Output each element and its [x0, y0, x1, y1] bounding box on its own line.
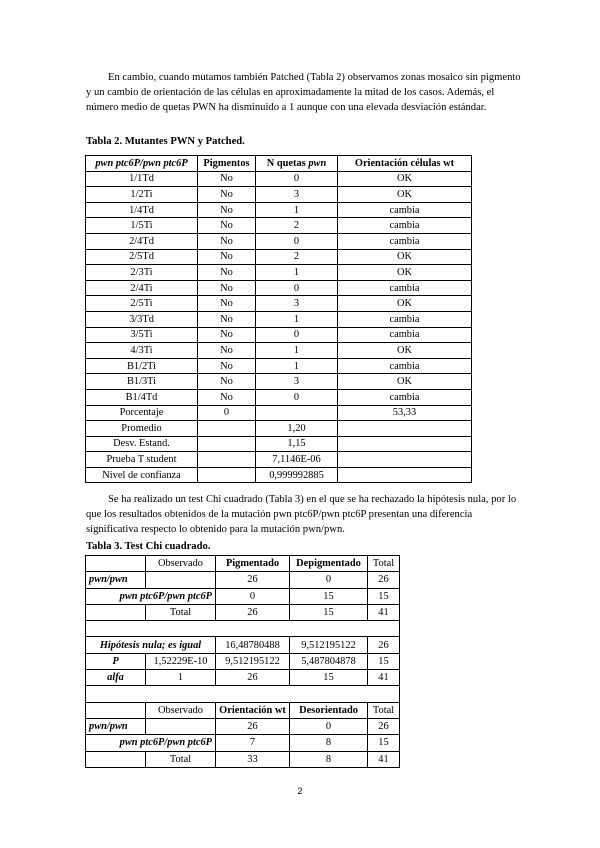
table-cell: cambia [338, 311, 472, 327]
table-cell: alfa [86, 670, 146, 686]
table-cell: Observado [146, 556, 216, 572]
table-cell: 9,512195122 [216, 653, 290, 669]
table-cell: 3/5Ti [86, 327, 198, 343]
table-cell [198, 436, 256, 452]
table-cell: No [198, 265, 256, 281]
table-cell: P [86, 653, 146, 669]
table-cell: 15 [290, 670, 368, 686]
table3-caption: Tabla 3. Test Chi cuadrado. [86, 541, 211, 552]
table-cell: 1/1Td [86, 171, 198, 187]
table-cell: 1 [146, 670, 216, 686]
table-cell: No [198, 249, 256, 265]
table-cell: 53,33 [338, 405, 472, 421]
table-row [86, 389, 472, 405]
table-cell: cambia [338, 202, 472, 218]
col-header-pigmentos: Pigmentos [198, 156, 256, 172]
table-cell: No [198, 171, 256, 187]
table-cell [146, 718, 216, 734]
table-row [86, 374, 472, 390]
table-row [86, 171, 472, 187]
table-cell: No [198, 280, 256, 296]
table-cell: 3 [256, 187, 338, 203]
table-cell: B1/2Ti [86, 358, 198, 374]
table-cell: B1/3Ti [86, 374, 198, 390]
table-cell: 3 [256, 374, 338, 390]
table-cell: cambia [338, 327, 472, 343]
table-row [86, 670, 400, 686]
table-cell [198, 467, 256, 483]
table-cell [256, 405, 338, 421]
table-cell: 4/3Ti [86, 343, 198, 359]
table-cell: OK [338, 249, 472, 265]
table-cell: 7 [216, 735, 290, 751]
table-cell: pwn ptc6P/pwn ptc6P [86, 588, 216, 604]
table-spacer-row [86, 621, 400, 637]
table-cell: 1,15 [256, 436, 338, 452]
table-row [86, 218, 472, 234]
table-cell: 1 [256, 202, 338, 218]
table-cell: No [198, 233, 256, 249]
table-cell: 8 [290, 751, 368, 767]
table-2-pwn-patched [85, 155, 472, 483]
table-cell: Observado [146, 702, 216, 718]
table-cell: Depigmentado [290, 556, 368, 572]
table-cell: OK [338, 265, 472, 281]
table-cell: 26 [368, 572, 400, 588]
table-cell: 5,487804878 [290, 653, 368, 669]
table-cell: 15 [368, 735, 400, 751]
table-cell [198, 421, 256, 437]
table-cell: 9,512195122 [290, 637, 368, 653]
table-row [86, 702, 400, 718]
table-cell: cambia [338, 218, 472, 234]
table-cell: 3 [256, 296, 338, 312]
table-cell: cambia [338, 358, 472, 374]
table-row [86, 421, 472, 437]
table-cell: Porcentaje [86, 405, 198, 421]
chi-paragraph: Se ha realizado un test Chi cuadrado (Tabla 3) en el que se ha rechazado la hipótesis nula, por lo que los resultados obtenidos de la mutación pwn ptc6P/pwn ptc6P presentan una diferencia significativa respecto lo obtenido para la mutación pwn/pwn. [86, 494, 517, 536]
table-row [86, 436, 472, 452]
table-row [86, 637, 400, 653]
table-cell: 1/2Ti [86, 187, 198, 203]
table-cell [86, 702, 146, 718]
table-cell: cambia [338, 280, 472, 296]
table-cell: No [198, 187, 256, 203]
table-cell [338, 421, 472, 437]
table-cell: 0 [256, 280, 338, 296]
table-row [86, 249, 472, 265]
table-cell: 2/4Ti [86, 280, 198, 296]
table-cell: cambia [338, 389, 472, 405]
table-cell: 16,48780488 [216, 637, 290, 653]
table-cell: 15 [368, 653, 400, 669]
table-cell [198, 452, 256, 468]
col-header-quetas [256, 156, 338, 172]
table2-caption: Tabla 2. Mutantes PWN y Patched. [86, 136, 245, 147]
table-cell: OK [338, 296, 472, 312]
table-cell: 2 [256, 218, 338, 234]
table-cell: 1,52229E-10 [146, 653, 216, 669]
col-header-quetas-label: N quetas [266, 157, 309, 169]
table-row [86, 202, 472, 218]
table-cell: Hipótesis nula; es igual [86, 637, 216, 653]
table-cell: 33 [216, 751, 290, 767]
table-row [86, 588, 400, 604]
table-cell: 15 [290, 604, 368, 620]
table-cell: 26 [368, 718, 400, 734]
table-cell: No [198, 218, 256, 234]
table-row [86, 187, 472, 203]
table-cell: No [198, 343, 256, 359]
table-cell: 2/4Td [86, 233, 198, 249]
table-cell [86, 751, 146, 767]
table-row [86, 233, 472, 249]
table-cell [338, 436, 472, 452]
table-row [86, 467, 472, 483]
table-row [86, 751, 400, 767]
table-row [86, 327, 472, 343]
col-header-orientacion: Orientación células wt [338, 156, 472, 172]
table-cell: Nivel de confianza [86, 467, 198, 483]
table-cell [86, 621, 400, 637]
table-cell: B1/4Td [86, 389, 198, 405]
table-cell: 1 [256, 311, 338, 327]
table-row [86, 311, 472, 327]
table-row [86, 604, 400, 620]
table-cell: pwn/pwn [86, 718, 146, 734]
table-cell: 1/5Ti [86, 218, 198, 234]
table-cell: 2 [256, 249, 338, 265]
table-cell: Prueba T student [86, 452, 198, 468]
table-cell: pwn ptc6P/pwn ptc6P [86, 735, 216, 751]
table-cell: 2/3Ti [86, 265, 198, 281]
table-cell: 2/5Td [86, 249, 198, 265]
table-cell: No [198, 296, 256, 312]
table-cell: OK [338, 343, 472, 359]
table-3-chi-cuadrado [85, 555, 400, 768]
table-cell: Desorientado [290, 702, 368, 718]
table-cell: Desv. Estand. [86, 436, 198, 452]
table-cell: 0 [256, 233, 338, 249]
table-row [86, 556, 400, 572]
table-cell [86, 604, 146, 620]
table-cell: No [198, 202, 256, 218]
table-cell: 41 [368, 604, 400, 620]
table-row [86, 653, 400, 669]
table-cell: No [198, 311, 256, 327]
table-cell: 1,20 [256, 421, 338, 437]
table-cell [86, 686, 400, 702]
table-cell: pwn/pwn [86, 572, 146, 588]
table-cell: OK [338, 171, 472, 187]
table-cell: 1 [256, 265, 338, 281]
table-cell: 1/4Td [86, 202, 198, 218]
table-cell: 3/3Td [86, 311, 198, 327]
table-row [86, 718, 400, 734]
table-cell: No [198, 327, 256, 343]
table-cell: 0 [256, 327, 338, 343]
table-cell: 26 [216, 718, 290, 734]
table-row [86, 452, 472, 468]
table-cell: 0 [290, 718, 368, 734]
table-cell [86, 556, 146, 572]
table-row [86, 358, 472, 374]
table-cell: OK [338, 374, 472, 390]
table-cell: Promedio [86, 421, 198, 437]
table-cell: 0 [256, 389, 338, 405]
table-cell: Total [146, 604, 216, 620]
table-cell: 15 [290, 588, 368, 604]
table-cell: 0 [198, 405, 256, 421]
table-cell: OK [338, 187, 472, 203]
table-row [86, 296, 472, 312]
table-cell: 15 [368, 588, 400, 604]
col-header-genotype: pwn ptc6P/pwn ptc6P [86, 156, 198, 172]
table-cell: 7,1146E-06 [256, 452, 338, 468]
table-cell: 0 [216, 588, 290, 604]
table-cell: No [198, 389, 256, 405]
page-number: 2 [297, 786, 303, 796]
table-cell: 41 [368, 751, 400, 767]
table-spacer-row [86, 686, 400, 702]
table-row [86, 572, 400, 588]
table-header-row [86, 156, 472, 172]
table-row [86, 343, 472, 359]
table-cell [338, 452, 472, 468]
table-cell: 0 [256, 171, 338, 187]
table-row [86, 280, 472, 296]
table-cell: 1 [256, 358, 338, 374]
table-2-body [86, 171, 472, 483]
table-cell: 8 [290, 735, 368, 751]
table-cell: Total [146, 751, 216, 767]
table-cell [146, 572, 216, 588]
table-cell: 0 [290, 572, 368, 588]
table-cell: 0,999992885 [256, 467, 338, 483]
table-cell: cambia [338, 233, 472, 249]
col-header-quetas-gene: pwn [308, 157, 327, 169]
table-cell: 2/5Ti [86, 296, 198, 312]
table-cell: Total [368, 702, 400, 718]
table-cell: 26 [368, 637, 400, 653]
table-cell: 41 [368, 670, 400, 686]
table-cell [338, 467, 472, 483]
table-cell: No [198, 358, 256, 374]
table-cell: Orientación wt [216, 702, 290, 718]
table-cell: 26 [216, 604, 290, 620]
intro-paragraph: En cambio, cuando mutamos también Patched (Tabla 2) observamos zonas mosaico sin pigmento y un cambio de orientación de las células en aproximadamente la mitad de los casos. Además, el número medio de quetas PWN ha disminuido a 1 aunque con una elevada desviación estándar. [86, 72, 521, 114]
table-cell: 1 [256, 343, 338, 359]
table-cell: 26 [216, 670, 290, 686]
table-cell: Pigmentado [216, 556, 290, 572]
table-cell: No [198, 374, 256, 390]
table-cell: 26 [216, 572, 290, 588]
table-row [86, 265, 472, 281]
table-row [86, 735, 400, 751]
table-cell: Total [368, 556, 400, 572]
table-row [86, 405, 472, 421]
